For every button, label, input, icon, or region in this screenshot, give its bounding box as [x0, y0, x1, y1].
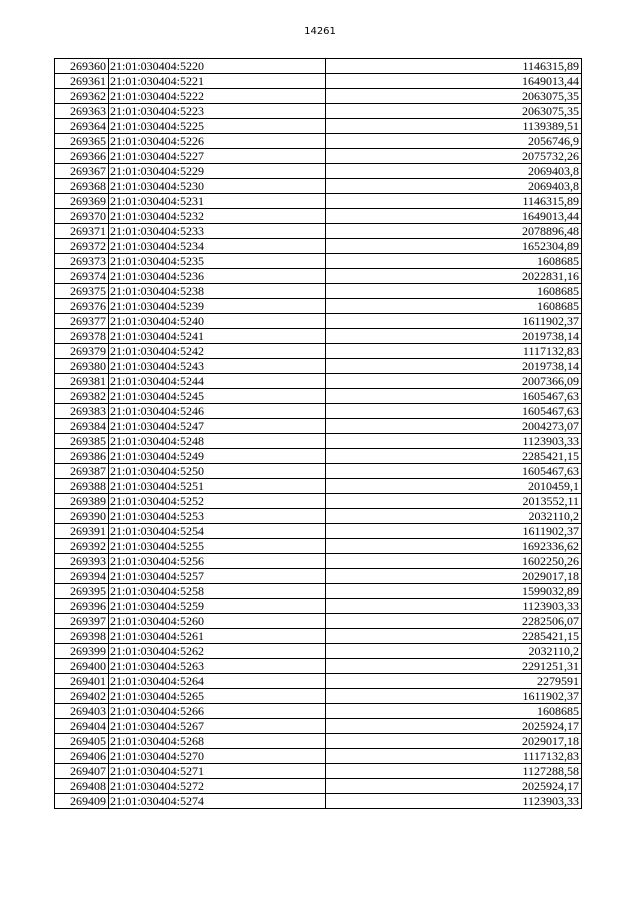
cadastral-value-cell: 1599032,89 — [326, 584, 582, 599]
table-row — [55, 479, 582, 494]
cadastral-number-cell: 21:01:030404:5262 — [109, 644, 326, 659]
cadastral-value-cell: 2019738,14 — [326, 329, 582, 344]
cadastral-number-cell: 21:01:030404:5258 — [109, 584, 326, 599]
table-row — [55, 419, 582, 434]
row-number-cell: 269381 — [55, 374, 109, 389]
cadastral-number-cell: 21:01:030404:5238 — [109, 284, 326, 299]
cadastral-number-cell: 21:01:030404:5265 — [109, 689, 326, 704]
cadastral-value-cell: 2063075,35 — [326, 89, 582, 104]
cadastral-number-cell: 21:01:030404:5241 — [109, 329, 326, 344]
row-number-cell: 269379 — [55, 344, 109, 359]
row-number-cell: 269385 — [55, 434, 109, 449]
cadastral-number-cell: 21:01:030404:5246 — [109, 404, 326, 419]
table-row — [55, 404, 582, 419]
row-number-cell: 269360 — [55, 59, 109, 74]
row-number-cell: 269389 — [55, 494, 109, 509]
cadastral-number-cell: 21:01:030404:5247 — [109, 419, 326, 434]
cadastral-number-cell: 21:01:030404:5230 — [109, 179, 326, 194]
row-number-cell: 269367 — [55, 164, 109, 179]
row-number-cell: 269378 — [55, 329, 109, 344]
table-row — [55, 734, 582, 749]
table-row — [55, 224, 582, 239]
table-row — [55, 599, 582, 614]
table-row — [55, 704, 582, 719]
row-number-cell: 269402 — [55, 689, 109, 704]
cadastral-value-cell: 2029017,18 — [326, 569, 582, 584]
cadastral-number-cell: 21:01:030404:5222 — [109, 89, 326, 104]
table-row — [55, 89, 582, 104]
cadastral-number-cell: 21:01:030404:5240 — [109, 314, 326, 329]
cadastral-value-cell: 1117132,83 — [326, 344, 582, 359]
row-number-cell: 269400 — [55, 659, 109, 674]
table-row — [55, 779, 582, 794]
cadastral-number-cell: 21:01:030404:5244 — [109, 374, 326, 389]
cadastral-value-cell: 1123903,33 — [326, 434, 582, 449]
cadastral-number-cell: 21:01:030404:5260 — [109, 614, 326, 629]
cadastral-value-cell: 2063075,35 — [326, 104, 582, 119]
table-row — [55, 209, 582, 224]
cadastral-value-cell: 1602250,26 — [326, 554, 582, 569]
cadastral-value-cell: 1117132,83 — [326, 749, 582, 764]
row-number-cell: 269363 — [55, 104, 109, 119]
row-number-cell: 269377 — [55, 314, 109, 329]
table-row — [55, 164, 582, 179]
table-row — [55, 584, 582, 599]
row-number-cell: 269405 — [55, 734, 109, 749]
table-row — [55, 119, 582, 134]
cadastral-number-cell: 21:01:030404:5239 — [109, 299, 326, 314]
cadastral-number-cell: 21:01:030404:5243 — [109, 359, 326, 374]
cadastral-value-cell: 2007366,09 — [326, 374, 582, 389]
table-row — [55, 74, 582, 89]
row-number-cell: 269406 — [55, 749, 109, 764]
row-number-cell: 269362 — [55, 89, 109, 104]
cadastral-number-cell: 21:01:030404:5236 — [109, 269, 326, 284]
cadastral-value-cell: 1692336,62 — [326, 539, 582, 554]
table-row — [55, 344, 582, 359]
table-row — [55, 284, 582, 299]
table-row — [55, 359, 582, 374]
cadastral-value-cell: 2025924,17 — [326, 719, 582, 734]
cadastral-value-cell: 1611902,37 — [326, 524, 582, 539]
table-row — [55, 569, 582, 584]
table-row — [55, 134, 582, 149]
cadastral-value-cell: 2025924,17 — [326, 779, 582, 794]
table-row — [55, 239, 582, 254]
table-row — [55, 554, 582, 569]
cadastral-value-cell: 1127288,58 — [326, 764, 582, 779]
cadastral-value-cell: 1605467,63 — [326, 464, 582, 479]
cadastral-number-cell: 21:01:030404:5232 — [109, 209, 326, 224]
cadastral-number-cell: 21:01:030404:5249 — [109, 449, 326, 464]
table-row — [55, 614, 582, 629]
table-body — [55, 59, 582, 809]
cadastral-number-cell: 21:01:030404:5256 — [109, 554, 326, 569]
table-row — [55, 314, 582, 329]
cadastral-value-cell: 1608685 — [326, 254, 582, 269]
cadastral-value-cell: 1649013,44 — [326, 209, 582, 224]
cadastral-number-cell: 21:01:030404:5234 — [109, 239, 326, 254]
cadastral-number-cell: 21:01:030404:5251 — [109, 479, 326, 494]
row-number-cell: 269392 — [55, 539, 109, 554]
row-number-cell: 269399 — [55, 644, 109, 659]
row-number-cell: 269368 — [55, 179, 109, 194]
table-row — [55, 389, 582, 404]
cadastral-value-cell: 1605467,63 — [326, 389, 582, 404]
row-number-cell: 269366 — [55, 149, 109, 164]
table-row — [55, 644, 582, 659]
cadastral-value-cell: 2013552,11 — [326, 494, 582, 509]
row-number-cell: 269383 — [55, 404, 109, 419]
row-number-cell: 269364 — [55, 119, 109, 134]
row-number-cell: 269375 — [55, 284, 109, 299]
cadastral-value-cell: 1146315,89 — [326, 194, 582, 209]
row-number-cell: 269369 — [55, 194, 109, 209]
cadastral-number-cell: 21:01:030404:5263 — [109, 659, 326, 674]
cadastral-value-cell: 2282506,07 — [326, 614, 582, 629]
row-number-cell: 269365 — [55, 134, 109, 149]
cadastral-number-cell: 21:01:030404:5274 — [109, 794, 326, 809]
cadastral-value-cell: 2032110,2 — [326, 644, 582, 659]
cadastral-value-cell: 2291251,31 — [326, 659, 582, 674]
table-row — [55, 179, 582, 194]
cadastral-number-cell: 21:01:030404:5248 — [109, 434, 326, 449]
cadastral-value-cell: 2056746,9 — [326, 134, 582, 149]
cadastral-value-cell: 2285421,15 — [326, 449, 582, 464]
table-row — [55, 539, 582, 554]
cadastral-number-cell: 21:01:030404:5267 — [109, 719, 326, 734]
page-number: 14261 — [304, 26, 336, 37]
cadastral-number-cell: 21:01:030404:5270 — [109, 749, 326, 764]
row-number-cell: 269374 — [55, 269, 109, 284]
table-row — [55, 524, 582, 539]
cadastral-value-cell: 2279591 — [326, 674, 582, 689]
row-number-cell: 269391 — [55, 524, 109, 539]
cadastral-number-cell: 21:01:030404:5252 — [109, 494, 326, 509]
row-number-cell: 269395 — [55, 584, 109, 599]
row-number-cell: 269370 — [55, 209, 109, 224]
row-number-cell: 269390 — [55, 509, 109, 524]
row-number-cell: 269387 — [55, 464, 109, 479]
row-number-cell: 269384 — [55, 419, 109, 434]
table-row — [55, 329, 582, 344]
cadastral-value-cell: 1611902,37 — [326, 314, 582, 329]
cadastral-value-cell: 2029017,18 — [326, 734, 582, 749]
table-row — [55, 434, 582, 449]
cadastral-value-cell: 1608685 — [326, 704, 582, 719]
row-number-cell: 269376 — [55, 299, 109, 314]
cadastral-value-cell: 2069403,8 — [326, 179, 582, 194]
cadastral-value-cell: 2010459,1 — [326, 479, 582, 494]
cadastral-value-cell: 2078896,48 — [326, 224, 582, 239]
cadastral-number-cell: 21:01:030404:5255 — [109, 539, 326, 554]
cadastral-number-cell: 21:01:030404:5261 — [109, 629, 326, 644]
row-number-cell: 269407 — [55, 764, 109, 779]
table-row — [55, 269, 582, 284]
table-row — [55, 59, 582, 74]
cadastral-value-cell: 2075732,26 — [326, 149, 582, 164]
cadastral-number-cell: 21:01:030404:5220 — [109, 59, 326, 74]
cadastral-value-cell: 1649013,44 — [326, 74, 582, 89]
table-row — [55, 659, 582, 674]
cadastral-number-cell: 21:01:030404:5264 — [109, 674, 326, 689]
cadastral-number-cell: 21:01:030404:5250 — [109, 464, 326, 479]
cadastral-number-cell: 21:01:030404:5254 — [109, 524, 326, 539]
row-number-cell: 269404 — [55, 719, 109, 734]
cadastral-value-cell: 2004273,07 — [326, 419, 582, 434]
row-number-cell: 269373 — [55, 254, 109, 269]
cadastral-value-cell: 2022831,16 — [326, 269, 582, 284]
row-number-cell: 269382 — [55, 389, 109, 404]
table-row — [55, 674, 582, 689]
cadastral-number-cell: 21:01:030404:5223 — [109, 104, 326, 119]
cadastral-number-cell: 21:01:030404:5221 — [109, 74, 326, 89]
cadastral-value-cell: 2032110,2 — [326, 509, 582, 524]
cadastral-value-cell: 2285421,15 — [326, 629, 582, 644]
table-row — [55, 794, 582, 809]
table-row — [55, 509, 582, 524]
cadastral-number-cell: 21:01:030404:5242 — [109, 344, 326, 359]
row-number-cell: 269409 — [55, 794, 109, 809]
cadastral-number-cell: 21:01:030404:5225 — [109, 119, 326, 134]
row-number-cell: 269361 — [55, 74, 109, 89]
cadastral-number-cell: 21:01:030404:5272 — [109, 779, 326, 794]
cadastral-number-cell: 21:01:030404:5253 — [109, 509, 326, 524]
row-number-cell: 269401 — [55, 674, 109, 689]
table-row — [55, 449, 582, 464]
table-row — [55, 374, 582, 389]
table-row — [55, 494, 582, 509]
table-row — [55, 194, 582, 209]
table-row — [55, 764, 582, 779]
cadastral-value-cell: 1139389,51 — [326, 119, 582, 134]
row-number-cell: 269380 — [55, 359, 109, 374]
table-row — [55, 104, 582, 119]
cadastral-value-cell: 1123903,33 — [326, 794, 582, 809]
cadastral-value-cell: 1608685 — [326, 299, 582, 314]
cadastral-number-cell: 21:01:030404:5229 — [109, 164, 326, 179]
cadastral-value-table — [54, 58, 582, 809]
table-row — [55, 299, 582, 314]
cadastral-number-cell: 21:01:030404:5227 — [109, 149, 326, 164]
table-row — [55, 689, 582, 704]
cadastral-value-cell: 1608685 — [326, 284, 582, 299]
row-number-cell: 269372 — [55, 239, 109, 254]
row-number-cell: 269394 — [55, 569, 109, 584]
cadastral-number-cell: 21:01:030404:5259 — [109, 599, 326, 614]
table-row — [55, 749, 582, 764]
cadastral-value-cell: 1123903,33 — [326, 599, 582, 614]
cadastral-value-cell: 1652304,89 — [326, 239, 582, 254]
cadastral-value-cell: 2019738,14 — [326, 359, 582, 374]
table-row — [55, 254, 582, 269]
cadastral-value-cell: 1611902,37 — [326, 689, 582, 704]
table-row — [55, 629, 582, 644]
cadastral-number-cell: 21:01:030404:5271 — [109, 764, 326, 779]
row-number-cell: 269386 — [55, 449, 109, 464]
cadastral-value-cell: 1146315,89 — [326, 59, 582, 74]
row-number-cell: 269393 — [55, 554, 109, 569]
table-row — [55, 464, 582, 479]
cadastral-value-cell: 1605467,63 — [326, 404, 582, 419]
row-number-cell: 269371 — [55, 224, 109, 239]
cadastral-number-cell: 21:01:030404:5235 — [109, 254, 326, 269]
table-row — [55, 719, 582, 734]
cadastral-number-cell: 21:01:030404:5245 — [109, 389, 326, 404]
row-number-cell: 269403 — [55, 704, 109, 719]
cadastral-number-cell: 21:01:030404:5233 — [109, 224, 326, 239]
row-number-cell: 269397 — [55, 614, 109, 629]
cadastral-number-cell: 21:01:030404:5226 — [109, 134, 326, 149]
cadastral-number-cell: 21:01:030404:5266 — [109, 704, 326, 719]
cadastral-number-cell: 21:01:030404:5257 — [109, 569, 326, 584]
row-number-cell: 269398 — [55, 629, 109, 644]
cadastral-number-cell: 21:01:030404:5231 — [109, 194, 326, 209]
row-number-cell: 269388 — [55, 479, 109, 494]
row-number-cell: 269408 — [55, 779, 109, 794]
row-number-cell: 269396 — [55, 599, 109, 614]
cadastral-number-cell: 21:01:030404:5268 — [109, 734, 326, 749]
table-row — [55, 149, 582, 164]
cadastral-value-cell: 2069403,8 — [326, 164, 582, 179]
